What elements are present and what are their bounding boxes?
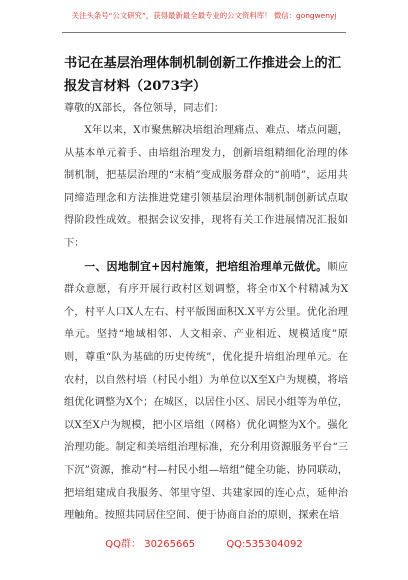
section-1-paragraph xyxy=(64,256,348,528)
footer-qq-group: QQ群： 30265665 xyxy=(105,539,196,550)
footer-qq-number: QQ:535304092 xyxy=(226,539,303,550)
header-banner: 关注头条号“公文研究”，获得最新最全最专业的公文资料库！ 微信：gongwenyj xyxy=(71,11,337,20)
intro-paragraph: X年以来，X市聚焦解决培组治理痛点、难点、堵点问题，从基本单元着手、由培组治理发力，创新培组精细化治理的体制机制，把基层治理的“末梢”变成服务群众的“前哨”，运用共同缔造理念和方法推进党建引领基层治理体制机制创新试点取得阶段性成效。根据会议安排，现将有关工作进展情况汇报如下： xyxy=(64,125,348,249)
document-page xyxy=(64,46,348,528)
footer-contact xyxy=(0,538,408,552)
header-divider xyxy=(62,32,346,33)
document-title: 书记在基层治理体制机制创新工作推进会上的汇报发言材料（2073字） xyxy=(64,56,341,94)
section-1-body: 顺应群众意愿，有序开展行政村区划调整，将全市X个村精减为X个，村平人口X人左右、村平版图面积X.X平方公里。优化治理单元。坚持“地域相邻、人文相亲、产业相近、规模适度”原则，尊重“队为基础的历史传统”，优化提升培组治理单元。在农村，以自然村培（村民小组）为单位以X至X户为规模，将培组优化调整为X个；在城区，以居住小区、居民小组等为单位，以X至X户为规模，把小区培组（网格）优化调整为X个。强化治理功能。制定和美培组治理标准，充分利用资源服务平台“三下沉”资源，推动“村—村民小组—培组”健全功能、协同联动，把培组建成自我服务、邻里守望、共建家园的连心点，延伸治理触角。按照共同居住空间、便于协商自治的原则，探索在培 xyxy=(64,261,349,522)
section-1-heading: 一、因地制宜+因村施策，把培组治理单元做优。 xyxy=(84,259,328,273)
salutation: 尊敬的X部长，各位领导，同志们： xyxy=(64,103,225,114)
